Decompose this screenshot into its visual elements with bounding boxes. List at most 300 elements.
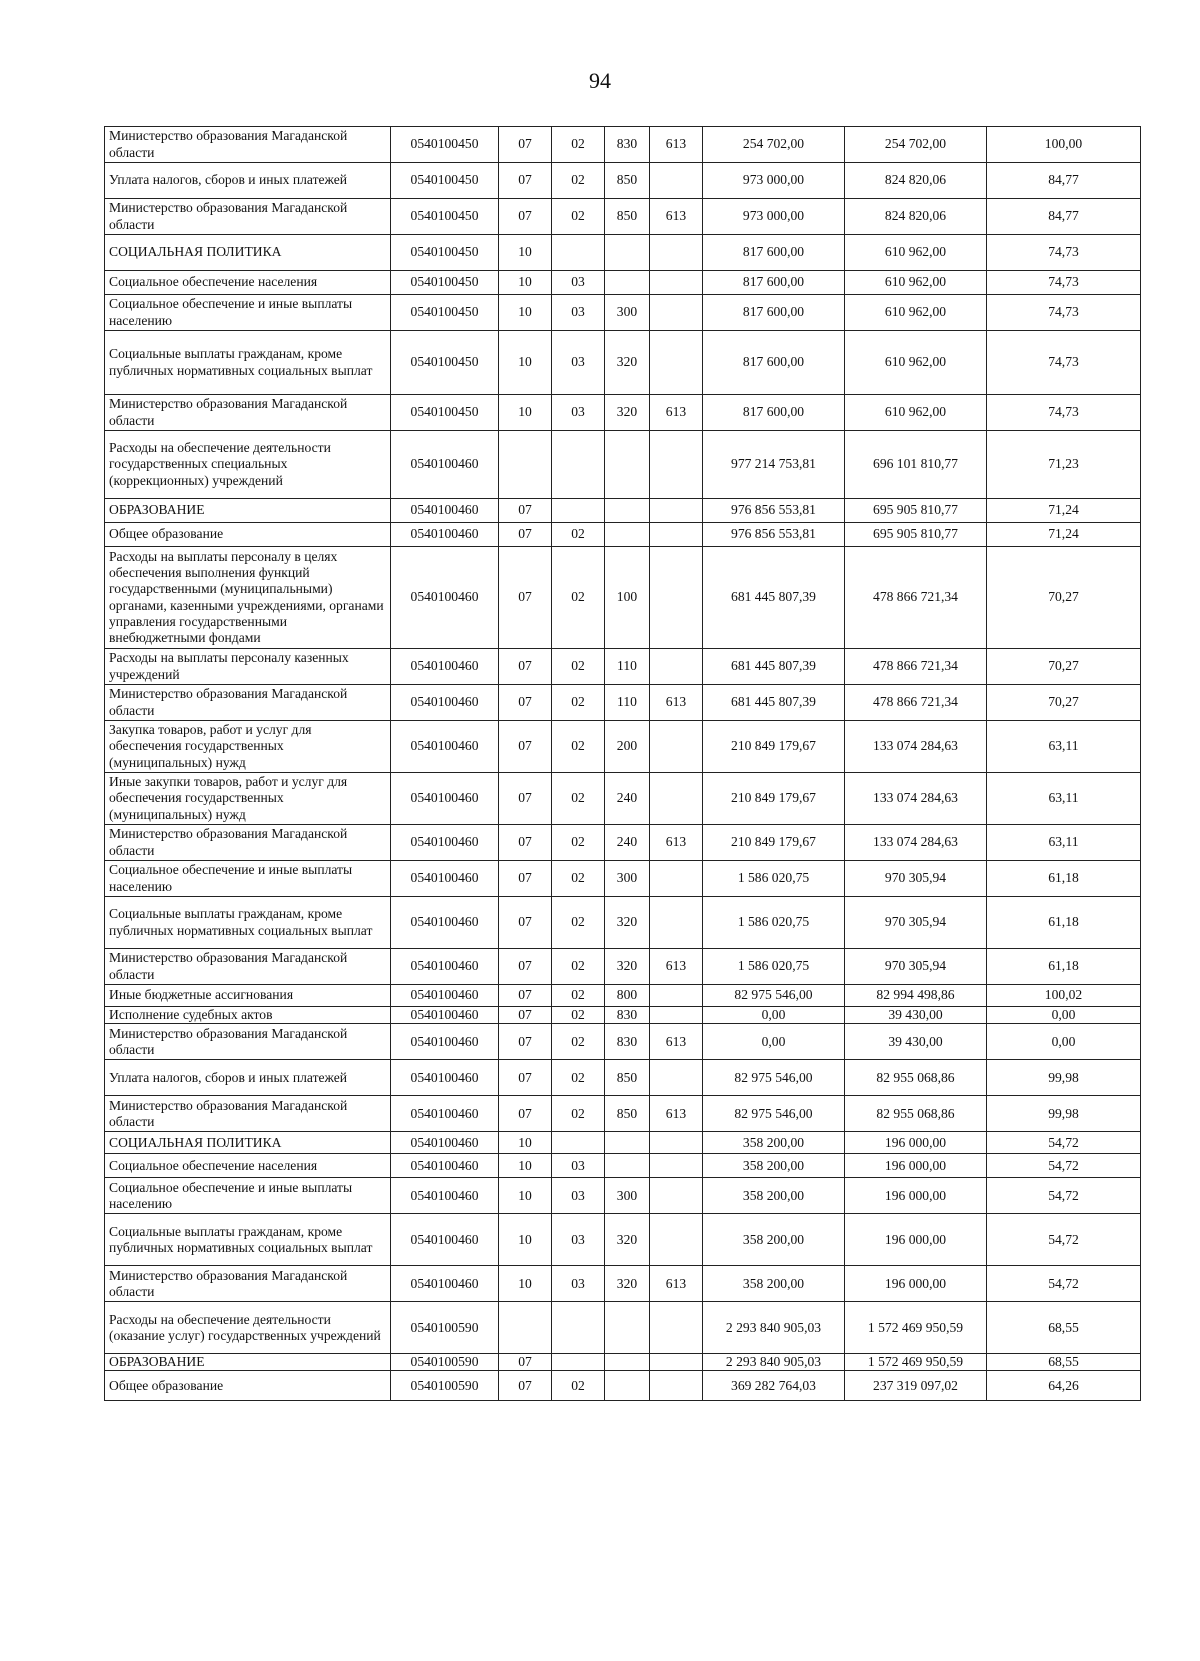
- row-plan-amount: 1 586 020,75: [703, 897, 845, 949]
- row-actual-amount: 695 905 810,77: [845, 523, 987, 547]
- row-target-code: 0540100590: [391, 1354, 499, 1371]
- row-kosgu: 613: [650, 1266, 703, 1302]
- row-target-code: 0540100460: [391, 1024, 499, 1060]
- row-target-code: 0540100460: [391, 1007, 499, 1024]
- row-name: Исполнение судебных актов: [105, 1007, 391, 1024]
- row-actual-amount: 133 074 284,63: [845, 721, 987, 773]
- row-actual-amount: 196 000,00: [845, 1214, 987, 1266]
- row-target-code: 0540100450: [391, 331, 499, 395]
- row-name: Министерство образования Магаданской области: [105, 1096, 391, 1132]
- row-subsection: 02: [552, 897, 605, 949]
- row-section: 07: [499, 523, 552, 547]
- row-plan-amount: 358 200,00: [703, 1178, 845, 1214]
- table-row: [105, 1024, 1141, 1060]
- row-expense-type: 200: [605, 721, 650, 773]
- row-kosgu: [650, 649, 703, 685]
- row-actual-amount: 133 074 284,63: [845, 825, 987, 861]
- row-name: Социальное обеспечение населения: [105, 271, 391, 295]
- row-section: 10: [499, 1132, 552, 1154]
- row-actual-amount: 1 572 469 950,59: [845, 1302, 987, 1354]
- row-expense-type: 830: [605, 1024, 650, 1060]
- row-execution-percent: 74,73: [987, 295, 1141, 331]
- row-actual-amount: 610 962,00: [845, 235, 987, 271]
- row-expense-type: 100: [605, 547, 650, 649]
- row-subsection: [552, 235, 605, 271]
- row-plan-amount: 977 214 753,81: [703, 431, 845, 499]
- table-row: [105, 897, 1141, 949]
- row-plan-amount: 358 200,00: [703, 1266, 845, 1302]
- row-plan-amount: 681 445 807,39: [703, 685, 845, 721]
- row-name: Социальные выплаты гражданам, кроме публичных нормативных социальных выплат: [105, 331, 391, 395]
- table-row: [105, 523, 1141, 547]
- row-kosgu: [650, 295, 703, 331]
- row-actual-amount: 478 866 721,34: [845, 649, 987, 685]
- row-subsection: 02: [552, 685, 605, 721]
- row-kosgu: [650, 1060, 703, 1096]
- row-expense-type: 800: [605, 985, 650, 1007]
- row-name: Расходы на обеспечение деятельности государственных специальных (коррекционных) учреждений: [105, 431, 391, 499]
- row-actual-amount: 610 962,00: [845, 331, 987, 395]
- row-plan-amount: 358 200,00: [703, 1214, 845, 1266]
- table-row: [105, 985, 1141, 1007]
- row-kosgu: 613: [650, 825, 703, 861]
- table-row: [105, 431, 1141, 499]
- row-expense-type: [605, 499, 650, 523]
- row-section: 10: [499, 1154, 552, 1178]
- row-subsection: 02: [552, 523, 605, 547]
- row-kosgu: [650, 1178, 703, 1214]
- row-target-code: 0540100460: [391, 1178, 499, 1214]
- table-row: [105, 1214, 1141, 1266]
- row-target-code: 0540100450: [391, 271, 499, 295]
- row-expense-type: [605, 523, 650, 547]
- row-expense-type: 240: [605, 773, 650, 825]
- row-execution-percent: 63,11: [987, 721, 1141, 773]
- row-target-code: 0540100460: [391, 1154, 499, 1178]
- row-subsection: 02: [552, 985, 605, 1007]
- row-execution-percent: 99,98: [987, 1060, 1141, 1096]
- row-actual-amount: 82 955 068,86: [845, 1060, 987, 1096]
- row-actual-amount: 696 101 810,77: [845, 431, 987, 499]
- row-target-code: 0540100460: [391, 897, 499, 949]
- row-plan-amount: 82 975 546,00: [703, 1060, 845, 1096]
- row-target-code: 0540100450: [391, 395, 499, 431]
- row-execution-percent: 54,72: [987, 1154, 1141, 1178]
- table-row: [105, 295, 1141, 331]
- row-name: Социальные выплаты гражданам, кроме публичных нормативных социальных выплат: [105, 897, 391, 949]
- row-kosgu: [650, 1132, 703, 1154]
- row-actual-amount: 82 994 498,86: [845, 985, 987, 1007]
- row-subsection: 02: [552, 199, 605, 235]
- row-kosgu: [650, 1214, 703, 1266]
- row-kosgu: [650, 523, 703, 547]
- row-actual-amount: 478 866 721,34: [845, 685, 987, 721]
- table-row: [105, 1007, 1141, 1024]
- row-target-code: 0540100460: [391, 1214, 499, 1266]
- row-section: 07: [499, 649, 552, 685]
- row-name: Иные закупки товаров, работ и услуг для обеспечения государственных (муниципальных) нужд: [105, 773, 391, 825]
- row-plan-amount: 817 600,00: [703, 235, 845, 271]
- row-actual-amount: 970 305,94: [845, 897, 987, 949]
- row-expense-type: 850: [605, 199, 650, 235]
- row-plan-amount: 681 445 807,39: [703, 547, 845, 649]
- row-plan-amount: 0,00: [703, 1024, 845, 1060]
- row-plan-amount: 817 600,00: [703, 271, 845, 295]
- row-target-code: 0540100460: [391, 499, 499, 523]
- row-expense-type: 110: [605, 685, 650, 721]
- row-execution-percent: 84,77: [987, 163, 1141, 199]
- row-actual-amount: 133 074 284,63: [845, 773, 987, 825]
- row-expense-type: 850: [605, 1096, 650, 1132]
- row-actual-amount: 237 319 097,02: [845, 1371, 987, 1401]
- row-execution-percent: 68,55: [987, 1354, 1141, 1371]
- row-expense-type: 320: [605, 1214, 650, 1266]
- row-section: 07: [499, 721, 552, 773]
- row-execution-percent: 100,02: [987, 985, 1141, 1007]
- row-section: 10: [499, 271, 552, 295]
- row-name: Министерство образования Магаданской области: [105, 949, 391, 985]
- row-name: СОЦИАЛЬНАЯ ПОЛИТИКА: [105, 1132, 391, 1154]
- row-target-code: 0540100460: [391, 547, 499, 649]
- row-name: Министерство образования Магаданской области: [105, 395, 391, 431]
- table-row: [105, 825, 1141, 861]
- row-actual-amount: 254 702,00: [845, 127, 987, 163]
- row-name: Уплата налогов, сборов и иных платежей: [105, 163, 391, 199]
- table-row: [105, 499, 1141, 523]
- row-kosgu: [650, 1371, 703, 1401]
- row-plan-amount: 681 445 807,39: [703, 649, 845, 685]
- row-execution-percent: 71,24: [987, 523, 1141, 547]
- row-execution-percent: 54,72: [987, 1178, 1141, 1214]
- row-section: 07: [499, 163, 552, 199]
- row-section: 07: [499, 1007, 552, 1024]
- row-actual-amount: 970 305,94: [845, 861, 987, 897]
- row-name: СОЦИАЛЬНАЯ ПОЛИТИКА: [105, 235, 391, 271]
- row-plan-amount: 1 586 020,75: [703, 949, 845, 985]
- row-subsection: 03: [552, 271, 605, 295]
- row-plan-amount: 973 000,00: [703, 163, 845, 199]
- row-subsection: 03: [552, 331, 605, 395]
- row-section: 10: [499, 235, 552, 271]
- table-row: [105, 1266, 1141, 1302]
- row-actual-amount: 39 430,00: [845, 1007, 987, 1024]
- row-target-code: 0540100460: [391, 1060, 499, 1096]
- row-subsection: 02: [552, 1024, 605, 1060]
- table-row: [105, 649, 1141, 685]
- table-row: [105, 1178, 1141, 1214]
- row-kosgu: [650, 897, 703, 949]
- row-plan-amount: 976 856 553,81: [703, 523, 845, 547]
- row-expense-type: 300: [605, 295, 650, 331]
- row-section: 07: [499, 773, 552, 825]
- row-name: Социальное обеспечение и иные выплаты населению: [105, 295, 391, 331]
- row-kosgu: 613: [650, 949, 703, 985]
- row-execution-percent: 70,27: [987, 685, 1141, 721]
- row-kosgu: [650, 1154, 703, 1178]
- row-plan-amount: 210 849 179,67: [703, 721, 845, 773]
- row-name: Уплата налогов, сборов и иных платежей: [105, 1060, 391, 1096]
- row-kosgu: [650, 985, 703, 1007]
- row-expense-type: [605, 271, 650, 295]
- row-plan-amount: 358 200,00: [703, 1132, 845, 1154]
- table-row: [105, 1060, 1141, 1096]
- row-kosgu: [650, 271, 703, 295]
- row-name: ОБРАЗОВАНИЕ: [105, 499, 391, 523]
- row-plan-amount: 210 849 179,67: [703, 825, 845, 861]
- row-name: Социальное обеспечение и иные выплаты населению: [105, 861, 391, 897]
- row-kosgu: 613: [650, 199, 703, 235]
- row-name: Иные бюджетные ассигнования: [105, 985, 391, 1007]
- row-subsection: 03: [552, 1154, 605, 1178]
- row-kosgu: 613: [650, 127, 703, 163]
- row-execution-percent: 63,11: [987, 825, 1141, 861]
- row-plan-amount: 82 975 546,00: [703, 985, 845, 1007]
- row-actual-amount: 196 000,00: [845, 1154, 987, 1178]
- row-kosgu: [650, 1354, 703, 1371]
- row-plan-amount: 817 600,00: [703, 395, 845, 431]
- row-plan-amount: 817 600,00: [703, 295, 845, 331]
- row-target-code: 0540100460: [391, 721, 499, 773]
- row-target-code: 0540100460: [391, 825, 499, 861]
- row-execution-percent: 64,26: [987, 1371, 1141, 1401]
- row-target-code: 0540100460: [391, 1132, 499, 1154]
- row-execution-percent: 71,23: [987, 431, 1141, 499]
- table-row: [105, 199, 1141, 235]
- row-section: 10: [499, 395, 552, 431]
- row-kosgu: [650, 235, 703, 271]
- row-actual-amount: 196 000,00: [845, 1132, 987, 1154]
- row-target-code: 0540100460: [391, 685, 499, 721]
- row-subsection: 03: [552, 395, 605, 431]
- row-subsection: 02: [552, 721, 605, 773]
- row-execution-percent: 74,73: [987, 271, 1141, 295]
- row-subsection: [552, 1302, 605, 1354]
- row-expense-type: 300: [605, 861, 650, 897]
- row-target-code: 0540100450: [391, 235, 499, 271]
- row-kosgu: [650, 331, 703, 395]
- row-expense-type: [605, 1132, 650, 1154]
- row-execution-percent: 61,18: [987, 949, 1141, 985]
- table-row: [105, 331, 1141, 395]
- table-row: [105, 773, 1141, 825]
- row-subsection: [552, 1132, 605, 1154]
- row-subsection: 02: [552, 649, 605, 685]
- row-subsection: 02: [552, 773, 605, 825]
- row-target-code: 0540100460: [391, 1096, 499, 1132]
- row-expense-type: [605, 235, 650, 271]
- table-row: [105, 235, 1141, 271]
- row-target-code: 0540100460: [391, 861, 499, 897]
- row-expense-type: 110: [605, 649, 650, 685]
- row-subsection: 02: [552, 163, 605, 199]
- row-subsection: 02: [552, 825, 605, 861]
- row-execution-percent: 70,27: [987, 649, 1141, 685]
- row-expense-type: [605, 1371, 650, 1401]
- row-execution-percent: 54,72: [987, 1132, 1141, 1154]
- row-expense-type: 320: [605, 331, 650, 395]
- row-target-code: 0540100460: [391, 949, 499, 985]
- row-name: Министерство образования Магаданской области: [105, 1024, 391, 1060]
- row-plan-amount: 2 293 840 905,03: [703, 1354, 845, 1371]
- row-section: 07: [499, 199, 552, 235]
- row-kosgu: 613: [650, 1024, 703, 1060]
- row-expense-type: 320: [605, 897, 650, 949]
- row-section: 07: [499, 685, 552, 721]
- row-expense-type: [605, 1302, 650, 1354]
- row-section: 07: [499, 127, 552, 163]
- row-section: 07: [499, 897, 552, 949]
- row-name: Министерство образования Магаданской области: [105, 199, 391, 235]
- table-row: [105, 685, 1141, 721]
- row-target-code: 0540100450: [391, 295, 499, 331]
- row-execution-percent: 68,55: [987, 1302, 1141, 1354]
- row-plan-amount: 0,00: [703, 1007, 845, 1024]
- row-target-code: 0540100460: [391, 773, 499, 825]
- row-expense-type: 320: [605, 1266, 650, 1302]
- row-subsection: 03: [552, 1266, 605, 1302]
- row-target-code: 0540100450: [391, 163, 499, 199]
- row-section: 07: [499, 949, 552, 985]
- row-target-code: 0540100460: [391, 523, 499, 547]
- row-name: Расходы на обеспечение деятельности (оказание услуг) государственных учреждений: [105, 1302, 391, 1354]
- row-section: 07: [499, 861, 552, 897]
- row-section: 07: [499, 1060, 552, 1096]
- row-plan-amount: 817 600,00: [703, 331, 845, 395]
- table-row: [105, 949, 1141, 985]
- row-subsection: 02: [552, 127, 605, 163]
- row-kosgu: [650, 721, 703, 773]
- row-subsection: 02: [552, 861, 605, 897]
- row-expense-type: 320: [605, 949, 650, 985]
- row-subsection: 02: [552, 1007, 605, 1024]
- row-execution-percent: 61,18: [987, 897, 1141, 949]
- row-kosgu: [650, 499, 703, 523]
- row-kosgu: [650, 1302, 703, 1354]
- row-actual-amount: 970 305,94: [845, 949, 987, 985]
- row-actual-amount: 695 905 810,77: [845, 499, 987, 523]
- row-name: Расходы на выплаты персоналу в целях обеспечения выполнения функций государственными (муниципальными) органами, казенными учреждениями, органами управления государственными внебюджетными фондами: [105, 547, 391, 649]
- row-expense-type: [605, 1154, 650, 1178]
- row-execution-percent: 54,72: [987, 1266, 1141, 1302]
- row-execution-percent: 74,73: [987, 235, 1141, 271]
- table-row: [105, 271, 1141, 295]
- row-subsection: 03: [552, 1178, 605, 1214]
- row-kosgu: [650, 861, 703, 897]
- row-execution-percent: 84,77: [987, 199, 1141, 235]
- row-plan-amount: 369 282 764,03: [703, 1371, 845, 1401]
- row-subsection: 02: [552, 949, 605, 985]
- row-name: Министерство образования Магаданской области: [105, 685, 391, 721]
- row-subsection: 02: [552, 547, 605, 649]
- row-plan-amount: 254 702,00: [703, 127, 845, 163]
- table-row: [105, 163, 1141, 199]
- row-section: 10: [499, 331, 552, 395]
- row-subsection: 02: [552, 1096, 605, 1132]
- row-kosgu: [650, 1007, 703, 1024]
- row-plan-amount: 210 849 179,67: [703, 773, 845, 825]
- row-subsection: 03: [552, 295, 605, 331]
- row-section: 07: [499, 1354, 552, 1371]
- row-subsection: [552, 1354, 605, 1371]
- row-plan-amount: 2 293 840 905,03: [703, 1302, 845, 1354]
- row-subsection: 02: [552, 1060, 605, 1096]
- row-target-code: 0540100450: [391, 199, 499, 235]
- row-expense-type: 850: [605, 1060, 650, 1096]
- row-actual-amount: 196 000,00: [845, 1178, 987, 1214]
- row-kosgu: 613: [650, 395, 703, 431]
- row-expense-type: 830: [605, 1007, 650, 1024]
- row-expense-type: 300: [605, 1178, 650, 1214]
- row-expense-type: 320: [605, 395, 650, 431]
- row-actual-amount: 824 820,06: [845, 199, 987, 235]
- row-actual-amount: 82 955 068,86: [845, 1096, 987, 1132]
- row-name: Социальные выплаты гражданам, кроме публичных нормативных социальных выплат: [105, 1214, 391, 1266]
- row-execution-percent: 74,73: [987, 395, 1141, 431]
- row-kosgu: [650, 431, 703, 499]
- row-name: Расходы на выплаты персоналу казенных учреждений: [105, 649, 391, 685]
- row-target-code: 0540100590: [391, 1302, 499, 1354]
- row-expense-type: [605, 1354, 650, 1371]
- row-actual-amount: 610 962,00: [845, 295, 987, 331]
- table-row: [105, 395, 1141, 431]
- row-subsection: 02: [552, 1371, 605, 1401]
- row-name: Министерство образования Магаданской области: [105, 127, 391, 163]
- row-subsection: 03: [552, 1214, 605, 1266]
- row-section: 10: [499, 1178, 552, 1214]
- row-target-code: 0540100590: [391, 1371, 499, 1401]
- row-subsection: [552, 431, 605, 499]
- table-row: [105, 127, 1141, 163]
- row-section: 07: [499, 499, 552, 523]
- row-section: 07: [499, 825, 552, 861]
- row-section: 07: [499, 985, 552, 1007]
- row-kosgu: 613: [650, 685, 703, 721]
- row-name: Министерство образования Магаданской области: [105, 1266, 391, 1302]
- row-execution-percent: 70,27: [987, 547, 1141, 649]
- table-row: [105, 1302, 1141, 1354]
- row-section: 07: [499, 1371, 552, 1401]
- budget-table: [104, 126, 1141, 1401]
- row-section: 10: [499, 295, 552, 331]
- table-row: [105, 547, 1141, 649]
- row-name: Министерство образования Магаданской области: [105, 825, 391, 861]
- row-actual-amount: 610 962,00: [845, 271, 987, 295]
- row-kosgu: [650, 547, 703, 649]
- row-execution-percent: 54,72: [987, 1214, 1141, 1266]
- row-actual-amount: 824 820,06: [845, 163, 987, 199]
- row-target-code: 0540100460: [391, 1266, 499, 1302]
- table-row: [105, 1354, 1141, 1371]
- table-row: [105, 1154, 1141, 1178]
- row-section: 10: [499, 1266, 552, 1302]
- table-row: [105, 721, 1141, 773]
- table-row: [105, 1371, 1141, 1401]
- row-expense-type: 830: [605, 127, 650, 163]
- row-name: Социальное обеспечение населения: [105, 1154, 391, 1178]
- row-plan-amount: 976 856 553,81: [703, 499, 845, 523]
- row-execution-percent: 0,00: [987, 1024, 1141, 1060]
- row-execution-percent: 63,11: [987, 773, 1141, 825]
- row-target-code: 0540100450: [391, 127, 499, 163]
- row-execution-percent: 74,73: [987, 331, 1141, 395]
- row-execution-percent: 99,98: [987, 1096, 1141, 1132]
- table-row: [105, 1096, 1141, 1132]
- row-section: 10: [499, 1214, 552, 1266]
- row-expense-type: 850: [605, 163, 650, 199]
- row-plan-amount: 358 200,00: [703, 1154, 845, 1178]
- row-actual-amount: 1 572 469 950,59: [845, 1354, 987, 1371]
- row-kosgu: 613: [650, 1096, 703, 1132]
